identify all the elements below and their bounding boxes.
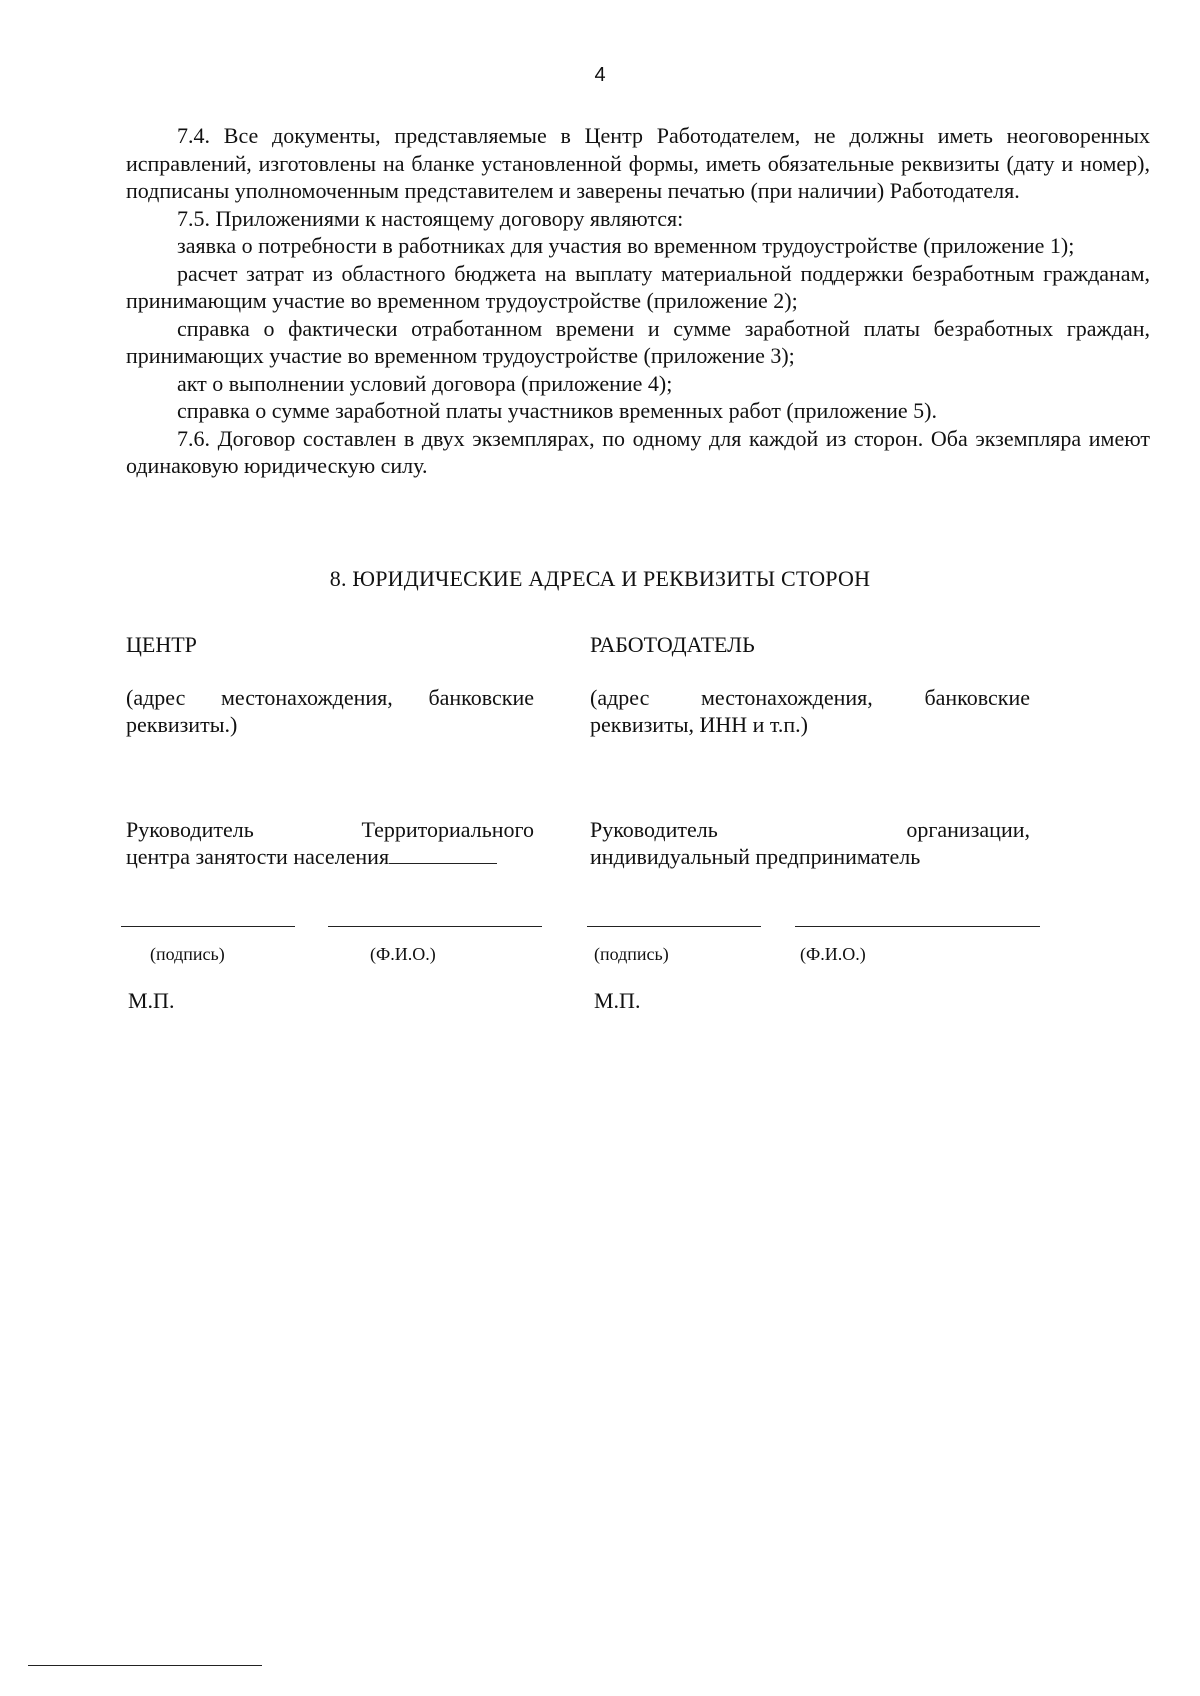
paragraph-7-4: 7.4. Все документы, представляемые в Центр Работодателем, не должны иметь неоговоренных исправлений, изготовлены на бланке установленной формы, иметь обязательные реквизиты (дату и номер), подписаны уполномоченным представителем и заверены печатью (при наличии) Работодателя. xyxy=(126,123,1150,203)
employer-signature-line xyxy=(587,926,761,927)
footnote-divider xyxy=(28,1665,262,1666)
center-name-caption: (Ф.И.О.) xyxy=(370,944,436,964)
employer-name-caption: (Ф.И.О.) xyxy=(800,944,866,964)
employer-head-title xyxy=(590,816,1030,870)
employer-head-line-1 xyxy=(590,816,1030,843)
appendix-item-2: расчет затрат из областного бюджета на выплату материальной поддержки безработным гражданам, принимающим участие во временном трудоустройстве (приложение 2); xyxy=(126,260,1150,313)
appendix-item-5: справка о сумме заработной платы участников временных работ (приложение 5). xyxy=(177,398,938,423)
section-title: 8. ЮРИДИЧЕСКИЕ АДРЕСА И РЕКВИЗИТЫ СТОРОН xyxy=(329,566,871,591)
center-head-word-1: Руководитель xyxy=(126,817,254,842)
center-name-line xyxy=(328,926,542,927)
center-head-line-2 xyxy=(126,843,534,870)
contract-body xyxy=(126,122,1150,480)
employer-head-word-1: Руководитель xyxy=(590,817,718,842)
employer-head-word-2: организации, xyxy=(906,817,1030,842)
center-stamp-label: М.П. xyxy=(128,988,175,1013)
appendix-item-4: акт о выполнении условий договора (приложение 4); xyxy=(177,370,673,396)
employer-address: (адрес местонахождения, банковские реквизиты, ИНН и т.п.) xyxy=(590,685,1030,737)
center-head-org: центра занятости населения xyxy=(126,844,390,869)
center-title: ЦЕНТР xyxy=(126,632,197,657)
center-signature-line xyxy=(121,926,295,927)
appendix-item-3: справка о фактически отработанном времени и сумме заработной платы безработных граждан, принимающих участие во временном трудоустройстве (приложение 3); xyxy=(126,315,1150,368)
appendix-item-1: заявка о потребности в работниках для участия во временном трудоустройстве (приложение 1); xyxy=(177,233,1075,258)
center-fill-line xyxy=(389,843,497,864)
center-head-line-1 xyxy=(126,816,534,843)
employer-head-line-2: индивидуальный предприниматель xyxy=(590,844,921,869)
center-head-word-2: Территориального xyxy=(361,817,534,842)
employer-title: РАБОТОДАТЕЛЬ xyxy=(590,632,755,657)
page-number: 4 xyxy=(594,64,606,86)
employer-name-line xyxy=(795,926,1040,927)
center-head-title xyxy=(126,816,534,870)
paragraph-7-6: 7.6. Договор составлен в двух экземплярах, по одному для каждой из сторон. Оба экземпляра имеют одинаковую юридическую силу. xyxy=(126,425,1150,478)
employer-signature-caption: (подпись) xyxy=(594,944,669,964)
paragraph-7-5: 7.5. Приложениями к настоящему договору являются: xyxy=(177,205,684,231)
employer-stamp-label: М.П. xyxy=(594,988,641,1013)
center-address: (адрес местонахождения, банковские реквизиты.) xyxy=(126,685,534,737)
center-signature-caption: (подпись) xyxy=(150,944,225,964)
